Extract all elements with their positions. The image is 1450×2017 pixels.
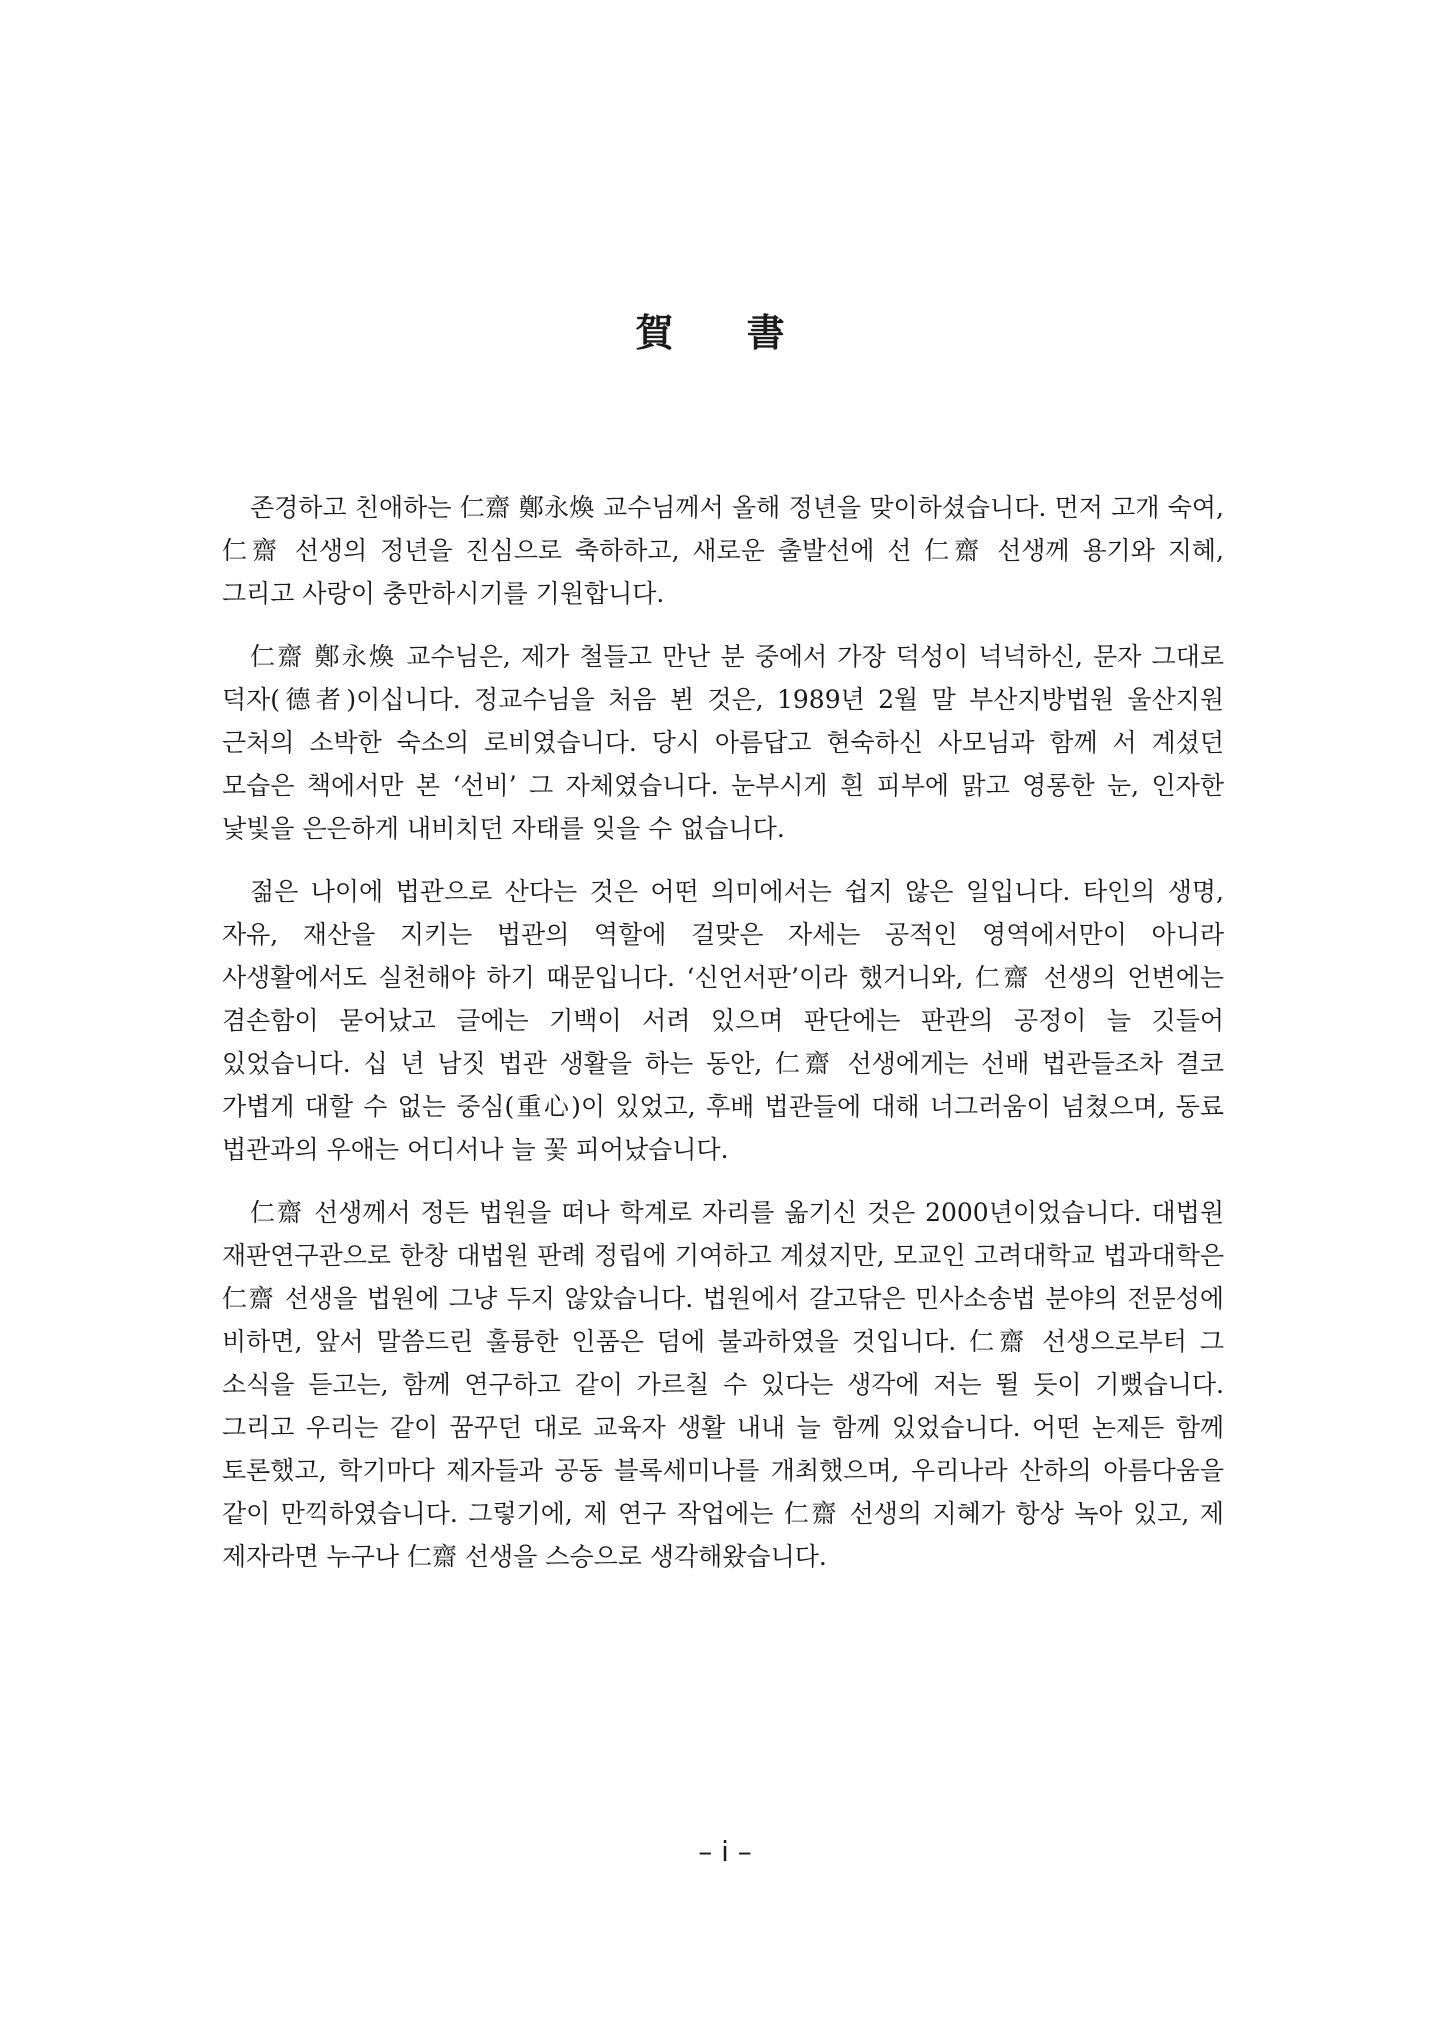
paragraph-4: 仁齋 선생께서 정든 법원을 떠나 학계로 자리를 옮기신 것은 2000년이었습니다. 대법원 재판연구관으로 한창 대법원 판례 정립에 기여하고 계셨지만, 모교인 고려대학교 법과대학은 仁齋 선생을 법원에 그냥 두지 않았습니다. 법원에서 갈고닦은 민사소송법 분야의 전문성에 비하면, 앞서 말씀드린 훌륭한 인품은 덤에 불과하였을 것입니다. 仁齋 선생으로부터 그 소식을 듣고는, 함께 연구하고 같이 가르칠 수 있다는 생각에 저는 뛸 듯이 기뻤습니다. 그리고 우리는 같이 꿈꾸던 대로 교육자 생활 내내 늘 함께 있었습니다. 어떤 논제든 함께 토론했고, 학기마다 제자들과 공동 블록세미나를 개최했으며, 우리나라 산하의 아름다움을 같이 만끽하였습니다. 그렇기에, 제 연구 작업에는 仁齋 선생의 지혜가 항상 녹아 있고, 제 제자라면 누구나 仁齋 선생을 스승으로 생각해왔습니다.: [222, 1198, 1224, 1571]
paragraph-1: 존경하고 친애하는 仁齋 鄭永煥 교수님께서 올해 정년을 맞이하셨습니다. 먼저 고개 숙여, 仁齋 선생의 정년을 진심으로 축하하고, 새로운 출발선에 선 仁齋 선생께 용기와 지혜, 그리고 사랑이 충만하시기를 기원합니다.: [222, 493, 1224, 608]
page-number: – i –: [698, 1835, 752, 1868]
page-title: 賀 書: [635, 310, 815, 355]
paragraph-3: 젊은 나이에 법관으로 산다는 것은 어떤 의미에서는 쉽지 않은 일입니다. 타인의 생명, 자유, 재산을 지키는 법관의 역할에 걸맞은 자세는 공적인 영역에서만이 아니라 사생활에서도 실천해야 하기 때문입니다. ‘신언서판’이라 했거니와, 仁齋 선생의 언변에는 겸손함이 묻어났고 글에는 기백이 서려 있으며 판단에는 판관의 공정이 늘 깃들어 있었습니다. 십 년 남짓 법관 생활을 하는 동안, 仁齋 선생에게는 선배 법관들조차 결코 가볍게 대할 수 없는 중심(重心)이 있었고, 후배 법관들에 대해 너그러움이 넘쳤으며, 동료 법관과의 우애는 어디서나 늘 꽃 피어났습니다.: [222, 877, 1224, 1164]
body-text: [222, 486, 1224, 1598]
paragraph-2: 仁齋 鄭永煥 교수님은, 제가 철들고 만난 분 중에서 가장 덕성이 넉넉하신, 문자 그대로 덕자(德者)이십니다. 정교수님을 처음 뵌 것은, 1989년 2월 말 부산지방법원 울산지원 근처의 소박한 숙소의 로비였습니다. 당시 아름답고 현숙하신 사모님과 함께 서 계셨던 모습은 책에서만 본 ‘선비’ 그 자체였습니다. 눈부시게 흰 피부에 맑고 영롱한 눈, 인자한 낯빛을 은은하게 내비치던 자태를 잊을 수 없습니다.: [222, 642, 1224, 843]
